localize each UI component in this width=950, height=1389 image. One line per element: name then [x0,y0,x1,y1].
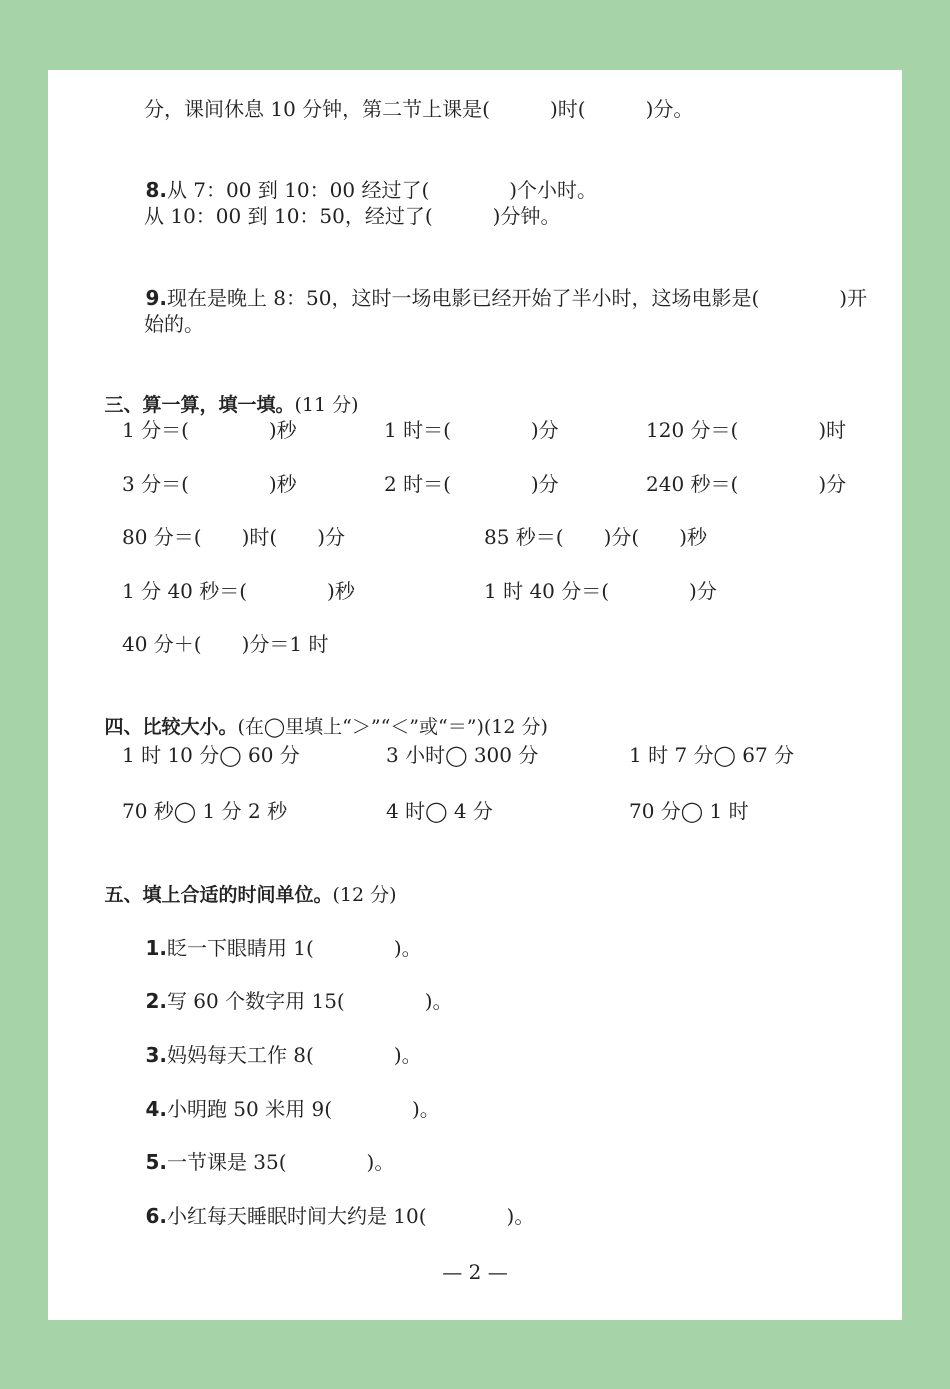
q9-line1 [120,256,867,340]
section3-score: (11 分) [294,394,359,416]
s5-item-number: 5. [145,1150,167,1174]
q7-continuation: 分，课间休息 10 分钟，第二节上课是( )时( )分。 [144,97,694,121]
section5-score: (12 分) [332,884,397,906]
q9-line2: 始的。 [144,312,204,336]
q9-number: 9. [145,286,167,310]
s3-item: 1 时＝( )分 [384,418,559,442]
s4-item: 1 时 7 分◯ 67 分 [629,743,795,767]
s3-item: 85 秒＝( )分( )秒 [484,525,708,549]
s3-item: 2 时＝( )分 [384,472,559,496]
s4-item: 1 时 10 分◯ 60 分 [122,743,300,767]
s5-item-text: 妈妈每天工作 8( )。 [166,1043,422,1067]
s3-item: 3 分＝( )秒 [122,472,297,496]
s5-item-text: 小红每天睡眠时间大约是 10( )。 [166,1204,535,1228]
q8-text1: 从 7：00 到 10：00 经过了( )个小时。 [166,178,598,202]
q8-number: 8. [145,178,167,202]
s5-item [120,1174,534,1258]
s3-item: 1 分＝( )秒 [122,418,297,442]
s3-item: 1 分 40 秒＝( )秒 [122,579,355,603]
s5-item-text: 一节课是 35( )。 [166,1150,395,1174]
s4-item: 3 小时◯ 300 分 [386,743,539,767]
s5-item-text: 眨一下眼睛用 1( )。 [166,936,422,960]
worksheet-page [48,70,902,1320]
s3-item: 240 秒＝( )分 [646,472,847,496]
page-number: — 2 — [442,1260,508,1284]
s5-item-number: 2. [145,989,167,1013]
s3-item: 40 分＋( )分＝1 时 [122,632,329,656]
section3-title: 三、算一算，填一填。 [104,394,295,416]
s5-item-number: 4. [145,1097,167,1121]
q8-line2: 从 10：00 到 10：50，经过了( )分钟。 [144,204,561,228]
s3-item: 80 分＝( )时( )分 [122,525,346,549]
section5-title: 五、填上合适的时间单位。 [104,884,333,906]
s4-item: 70 秒◯ 1 分 2 秒 [122,799,288,823]
section4-title: 四、比较大小。 [104,716,238,738]
section4-score: (在◯里填上“＞”“＜”或“＝”)(12 分) [237,716,548,738]
s4-item: 4 时◯ 4 分 [386,799,493,823]
s4-item: 70 分◯ 1 时 [629,799,749,823]
s5-item-number: 1. [145,936,167,960]
s5-item-number: 6. [145,1204,167,1228]
q9-text1: 现在是晚上 8：50，这时一场电影已经开始了半小时，这场电影是( )开 [166,286,868,310]
s5-item-text: 写 60 个数字用 15( )。 [166,989,453,1013]
s3-item: 120 分＝( )时 [646,418,847,442]
s5-item-number: 3. [145,1043,167,1067]
s3-item: 1 时 40 分＝( )分 [484,579,717,603]
s5-item-text: 小明跑 50 米用 9( )。 [166,1097,440,1121]
